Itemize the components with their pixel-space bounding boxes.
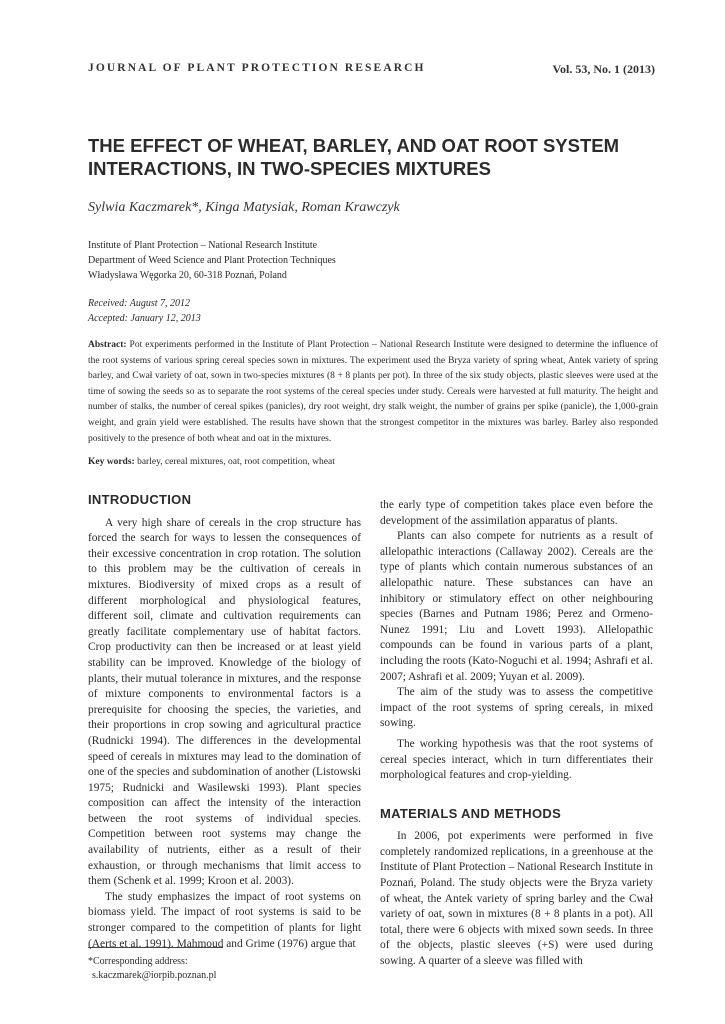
keywords-text: barley, cereal mixtures, oat, root competition, wheat bbox=[137, 457, 335, 467]
right-column bbox=[380, 498, 653, 970]
intro-paragraph-6: The working hypothesis was that the root systems of cereal species interact, which in turn differentiates their morphological features and crop-yielding. bbox=[380, 737, 653, 782]
affiliation bbox=[88, 238, 336, 283]
affiliation-line-3: Władysława Węgorka 20, 60-318 Poznań, Poland bbox=[88, 270, 287, 281]
paper-title bbox=[88, 134, 648, 180]
volume-issue: Vol. 53, No. 1 (2013) bbox=[552, 62, 655, 76]
keywords-label: Key words: bbox=[88, 457, 135, 467]
title-line-2: INTERACTIONS, IN TWO-SPECIES MIXTURES bbox=[88, 158, 491, 179]
journal-name: JOURNAL OF PLANT PROTECTION RESEARCH bbox=[88, 62, 426, 74]
footnote-label: *Corresponding address: bbox=[88, 956, 188, 967]
corresponding-email: s.kaczmarek@iorpib.poznan.pl bbox=[92, 970, 217, 981]
abstract-label: Abstract: bbox=[88, 340, 127, 350]
intro-paragraph-4: Plants can also compete for nutrients as a result of allelopathic interactions (Callaway 2002). Cereals are the type of plants which contain numerous substances of an allelopathic nature. These substances can have an inhibitory or stimulatory effect on other neighbouring species (Barnes and Putnam 1986; Perez and Ormeno-Nunez 1991; Liu and Lovett 1993). Allelopathic compounds can be found in various parts of a plant, including the roots (Kato-Noguchi et al. 1994; Ashrafi et al. 2007; Ashrafi et al. 2009; Yuyan et al. 2009). bbox=[380, 530, 653, 683]
footnote bbox=[88, 955, 216, 983]
accepted-date: Accepted: January 12, 2013 bbox=[88, 313, 201, 324]
abstract-text: Pot experiments performed in the Institute of Plant Protection – National Research Institute were designed to determine the influence of the root systems of various spring cereal species sown in mixtures. The experiment used the Bryza variety of spring wheat, Antek variety of spring barley, and Cwał variety of oat, sown in two-species mixtures (8 + 8 plants per pot). In three of the six study objects, plastic sleeves were used at the time of sowing the seeds so as to separate the root systems of the cereal species under study. Cereals were harvested at full maturity. The height and number of stalks, the number of cereal spikes (panicles), dry root weight, dry stalk weight, the number of grains per spike (panicle), the 1,000-grain weight, and grain yield were established. The results have shown that the strongest competitor in the mixtures was barley. Barley also responded positively to the presence of both wheat and oat in the mixtures. bbox=[88, 340, 659, 444]
abstract bbox=[88, 338, 658, 447]
intro-paragraph-3: the early type of competition takes place even before the development of the assimilation apparatus of plants. bbox=[380, 499, 653, 527]
received-date: Received: August 7, 2012 bbox=[88, 298, 191, 309]
introduction-heading: INTRODUCTION bbox=[88, 492, 192, 507]
title-line-1: THE EFFECT OF WHEAT, BARLEY, AND OAT ROOT SYSTEM bbox=[88, 135, 620, 156]
intro-paragraph-2: The study emphasizes the impact of root systems on biomass yield. The impact of root systems is said to be stronger compared to the competition of plants for light (Aerts et al. 1991). Mahmoud and Grime (1976) argue that bbox=[88, 890, 361, 950]
footnote-divider bbox=[88, 947, 223, 948]
affiliation-line-1: Institute of Plant Protection – National Research Institute bbox=[88, 240, 318, 251]
methods-paragraph-1: In 2006, pot experiments were performed in five completely randomized replications, in a greenhouse at the Institute of Plant Protection – National Research Institute in Poznań, Poland. The study objects were the Bryza variety of wheat, the Antek variety of spring barley and the Cwał variety of oat, sown in mixtures (8 + 8 plants in a pot). All total, there were 6 objects with mixed sown seeds. In three of the objects, plastic sleeves (+S) were used during sowing. A quarter of a sleeve was filled with bbox=[380, 830, 653, 968]
authors: Sylwia Kaczmarek*, Kinga Matysiak, Roman Krawczyk bbox=[88, 200, 400, 215]
affiliation-line-2: Department of Weed Science and Plant Protection Techniques bbox=[88, 255, 336, 266]
intro-paragraph-1: A very high share of cereals in the crop structure has forced the search for ways to lessen the consequences of their excessive concentration in crop rotation. The solution to this problem may be the cultivation of cereals in mixtures. Biodiversity of mixed crops as a result of different morphological and physiological features, different soil, climate and cultivation requirements can greatly facilitate complementary use of habitat factors. Crop productivity can then be increased or at least yield stability can be improved. Knowledge of the biology of plants, their mutual tolerance in mixtures, and the response of mixture components to environmental factors is a prerequisite for choosing the species, the varieties, and their proportions in crop sowing and agricultural practice (Rudnicki 1994). The differences in the developmental speed of cereals in mixtures may lead to the domination of one of the species and subdomination of another (Listowski 1975; Rudnicki and Wasilewski 1993). Plant species composition can affect the intensity of the interaction between the root systems of individual species. Competition between root systems may change the availability of nutrients, either as a result of their exhaustion, or through mechanisms that limit access to them (Schenk et al. 1999; Kroon et al. 2003). bbox=[88, 516, 361, 888]
dates bbox=[88, 296, 201, 326]
keywords bbox=[88, 457, 335, 467]
intro-paragraph-5: The aim of the study was to assess the competitive impact of the root systems of spring cereals, in mixed sowing. bbox=[380, 686, 653, 730]
left-column bbox=[88, 492, 361, 952]
methods-heading: MATERIALS AND METHODS bbox=[380, 805, 562, 821]
